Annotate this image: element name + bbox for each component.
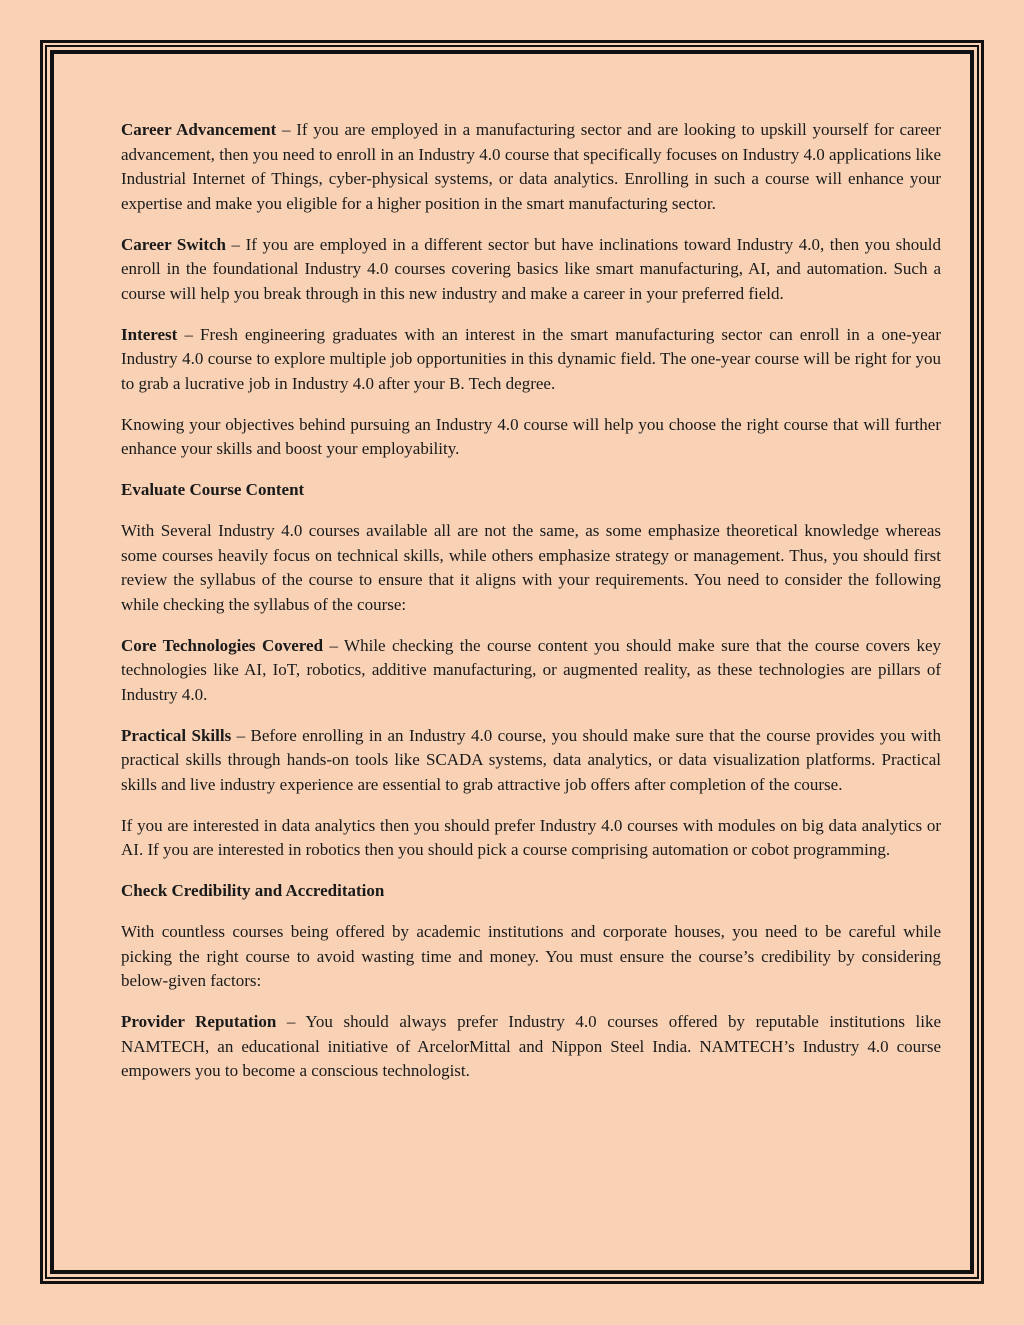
paragraph-lead: Career Switch	[121, 234, 226, 254]
paragraph-lead: Career Advancement	[121, 120, 277, 139]
paragraph-lead: Interest	[121, 324, 178, 344]
paragraph-text: – Before enrolling in an Industry 4.0 course, you should make sure that the course provides you with practical skills through hands-on tools like SCADA systems, data analytics, or data visualization platforms. Practical skills and live industry experience are essential to grab attractive job offers after completion of the course.	[121, 725, 942, 794]
paragraph-career-switch	[121, 233, 941, 307]
paragraph-text: – You should always prefer Industry 4.0 courses offered by reputable institutions like NAMTECH, an educational initiative of ArcelorMittal and Nippon Steel India. NAMTECH’s Industry 4.0 course empowers you to become a conscious technologist.	[121, 1012, 942, 1080]
paragraph-specialization	[121, 814, 941, 863]
paragraph-course-variety	[121, 519, 941, 617]
paragraph-text: – If you are employed in a different sector but have inclinations toward Industry 4.0, then you should enroll in the foundational Industry 4.0 courses covering basics like smart manufacturing, AI, and automation. Such a course will help you break through in this new industry and make a career in your preferred field.	[121, 234, 941, 303]
paragraph-lead: Provider Reputation	[121, 1012, 277, 1031]
paragraph-provider-reputation	[121, 1010, 941, 1084]
paragraph-countless-courses	[121, 920, 941, 994]
paragraph-objectives	[121, 413, 941, 462]
document-body	[121, 118, 941, 1100]
paragraph-text: – Fresh engineering graduates with an interest in the smart manufacturing sector can enroll in a one-year Industry 4.0 course to explore multiple job opportunities in this dynamic field. The one-year course will be right for you to grab a lucrative job in Industry 4.0 after your B. Tech degree.	[121, 324, 941, 393]
paragraph-practical-skills	[121, 724, 941, 798]
paragraph-career-advancement	[121, 118, 941, 216]
section-heading-evaluate-course-content: Evaluate Course Content	[121, 480, 305, 499]
paragraph-text: Knowing your objectives behind pursuing an Industry 4.0 course will help you choose the right course that will further enhance your skills and boost your employability.	[121, 414, 941, 458]
section-heading-credibility: Check Credibility and Accreditation	[121, 881, 385, 900]
paragraph-text: With countless courses being offered by academic institutions and corporate houses, you need to be careful while picking the right course to avoid wasting time and money. You must ensure the course’s credibility by considering below-given factors:	[121, 922, 941, 990]
paragraph-text: With Several Industry 4.0 courses available all are not the same, as some emphasize theoretical knowledge whereas some courses heavily focus on technical skills, while others emphasize strategy or management. Thus, you should first review the syllabus of the course to ensure that it aligns with your requirements. You need to consider the following while checking the syllabus of the course:	[121, 521, 941, 614]
paragraph-lead: Core Technologies Covered	[121, 635, 324, 655]
paragraph-lead: Practical Skills	[121, 725, 232, 745]
paragraph-text: – While checking the course content you should make sure that the course covers key technologies like AI, IoT, robotics, additive manufacturing, or augmented reality, as these technologies are pillars of Industry 4.0.	[121, 635, 942, 704]
paragraph-text: If you are interested in data analytics then you should prefer Industry 4.0 courses with modules on big data analytics or AI. If you are interested in robotics then you should pick a course comprising automation or cobot programming.	[121, 815, 941, 859]
paragraph-text: – If you are employed in a manufacturing sector and are looking to upskill yourself for career advancement, then you need to enroll in an Industry 4.0 course that specifically focuses on Industry 4.0 applications like Industrial Internet of Things, cyber-physical systems, or data analytics. Enrolling in such a course will enhance your expertise and make you eligible for a higher position in the smart manufacturing sector.	[121, 120, 941, 213]
paragraph-core-technologies	[121, 634, 941, 708]
paragraph-interest	[121, 323, 941, 397]
